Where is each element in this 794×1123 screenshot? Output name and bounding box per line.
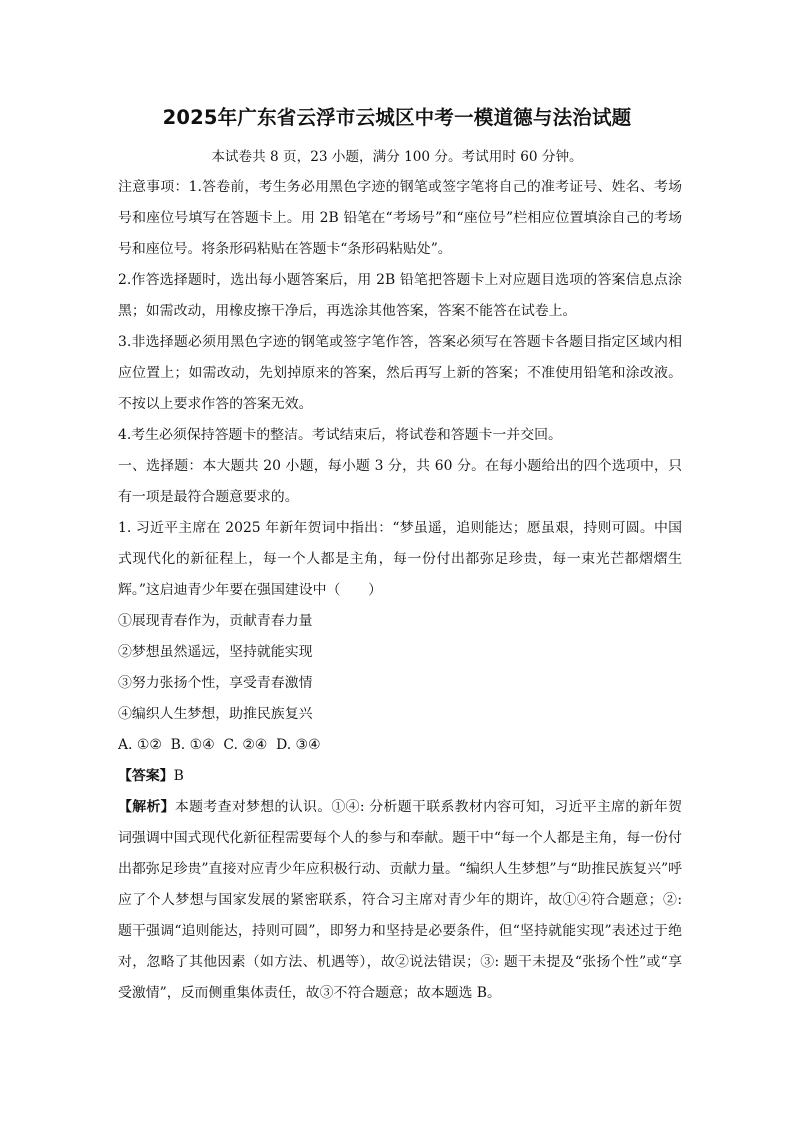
notice-item-1: 注意事项：1.答卷前，考生务必用黑色字迹的钢笔或签字笔将自己的准考证号、姓名、考场号和座位号填写在答题卡上。用 2B 铅笔在“考场号”和“座位号”栏相应位置填涂自己的考场号和座位号。将条形码粘贴在答题卡“条形码粘贴处”。 [118, 179, 682, 257]
question-item-1: ①展现青春作为，贡献青春力量 [118, 613, 313, 629]
document-body [118, 172, 682, 1009]
question-stem: 1. 习近平主席在 2025 年新年贺词中指出：“梦虽遥，追则能达；愿虽艰，持则可圆。中国式现代化的新征程上，每一个人都是主角，每一份付出都弥足珍贵，每一束光芒都熠熠生辉。”这启迪青少年要在强国建设中（ ） [118, 520, 682, 598]
section-heading: 一、选择题：本大题共 20 小题，每小题 3 分，共 60 分。在每小题给出的四个选项中，只有一项是最符合题意要求的。 [118, 458, 682, 505]
notice-item-4: 4.考生必须保持答题卡的整洁。考试结束后，将试卷和答题卡一并交回。 [118, 427, 562, 443]
analysis-paragraph [118, 792, 682, 1009]
document-title: 2025年广东省云浮市云城区中考一模道德与法治试题 [162, 106, 632, 129]
answer-options: A. ①② B. ①④ C. ②④ D. ③④ [118, 737, 321, 753]
analysis-label: 【解析】 [118, 799, 175, 815]
question-item-3: ③努力张扬个性，享受青春激情 [118, 675, 313, 691]
answer-label: 【答案】 [118, 768, 174, 784]
exam-info: 本试卷共 8 页，23 小题，满分 100 分。考试用时 60 分钟。 [211, 149, 583, 165]
answer-value: B [173, 768, 184, 784]
answer-line [118, 761, 682, 792]
notice-item-2: 2.作答选择题时，选出每小题答案后，用 2B 铅笔把答题卡上对应题目选项的答案信息点涂黑；如需改动，用橡皮擦干净后，再选涂其他答案，答案不能答在试卷上。 [118, 272, 682, 319]
analysis-text: 本题考查对梦想的认识。①④: 分析题干联系教材内容可知，习近平主席的新年贺词强调中国式现代化新征程需要每个人的参与和奉献。题干中“每一个人都是主角，每一份付出都弥足珍贵”直接对应青少年应积极行动、贡献力量。“编织人生梦想”与“助推民族复兴”呼应了个人梦想与国家发展的紧密联系，符合习主席对青少年的期许，故①④符合题意；②: 题干强调“追则能达，持则可圆”，即努力和坚持是必要条件，但“坚持就能实现”表述过于绝对，忽略了其他因素（如方法、机遇等），故②说法错误；③: 题干未提及“张扬个性”或“享受激情”，反而侧重集体责任，故③不符合题意；故本题选 B。 [118, 799, 682, 1001]
question-item-2: ②梦想虽然遥远，坚持就能实现 [118, 644, 313, 660]
question-item-4: ④编织人生梦想，助推民族复兴 [118, 706, 313, 722]
notice-item-3: 3.非选择题必须用黑色字迹的钢笔或签字笔作答，答案必须写在答题卡各题目指定区域内相应位置上；如需改动，先划掉原来的答案，然后再写上新的答案；不准使用铅笔和涂改液。不按以上要求作答的答案无效。 [118, 334, 682, 412]
